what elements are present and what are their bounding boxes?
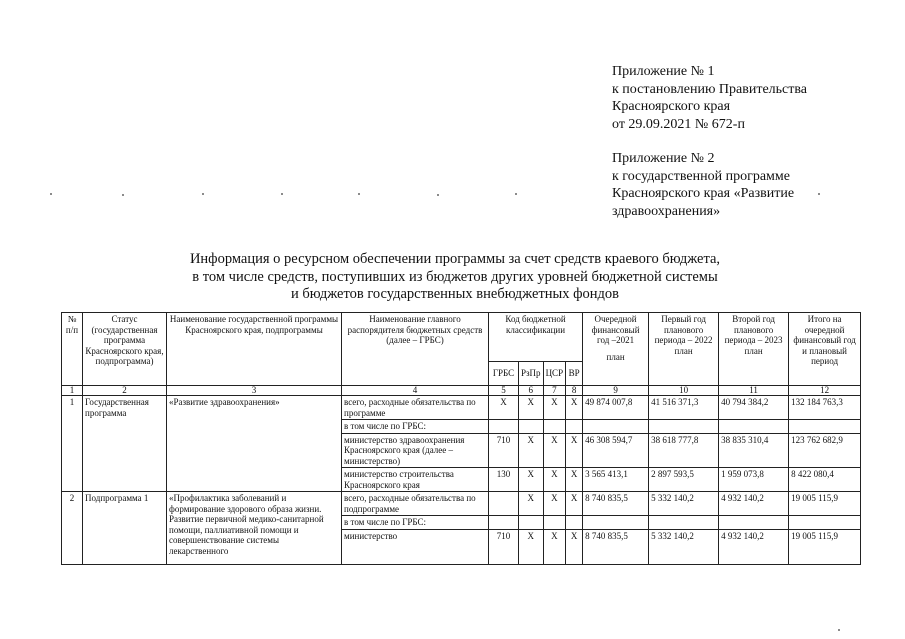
appendix-1-block (612, 63, 807, 133)
value-2022 (649, 516, 719, 530)
value-2023 (719, 516, 789, 530)
header-plan: план (606, 351, 625, 362)
value-2022: 2 897 593,5 (649, 468, 719, 492)
value-total: 132 184 763,3 (789, 396, 861, 420)
scan-dot (515, 193, 517, 195)
header-plan: план (744, 345, 763, 356)
scan-dot (358, 193, 360, 195)
appendix-1-line: к постановлению Правительства (612, 81, 808, 97)
rzpr-code (519, 516, 544, 530)
value-2021: 3 565 413,1 (583, 468, 649, 492)
appendix-2-line: здравоохранения» (612, 203, 721, 219)
scan-dot (202, 193, 204, 195)
table-row (62, 396, 861, 420)
header-num: № п/п (62, 313, 83, 386)
row-name: «Профилактика заболеваний и формирование здорового образа жизни. Развитие первичной медико-санитарной помощи, паллиативной помощи и совершенствование системы лекарственного (167, 492, 342, 565)
csr-code (543, 516, 566, 530)
appendix-1-title: Приложение № 1 (612, 64, 715, 79)
value-2022: 41 516 371,3 (649, 396, 719, 420)
appendix-2-line: к государственной программе (612, 168, 790, 184)
col-number: 7 (543, 386, 566, 396)
title-line: Информация о ресурсном обеспечении программы за счет средств краевого бюджета, (189, 251, 721, 267)
grbs-name: министерство (342, 529, 489, 564)
col-number: 1 (62, 386, 83, 396)
value-total: 19 005 115,9 (789, 492, 861, 516)
row-num: 2 (62, 492, 83, 565)
row-num: 1 (62, 396, 83, 492)
grbs-code: X (489, 396, 519, 420)
value-2021 (583, 516, 649, 530)
value-2021: 8 740 835,5 (583, 492, 649, 516)
col-number: 8 (566, 386, 583, 396)
header-vr: ВР (566, 362, 583, 386)
value-total: 123 762 682,9 (789, 433, 861, 468)
vr-code (566, 516, 583, 530)
grbs-code: 130 (489, 468, 519, 492)
row-status: Подпрограмма 1 (83, 492, 167, 565)
value-2021: 49 874 007,8 (583, 396, 649, 420)
appendix-1-date: от 29.09.2021 № 672-п (612, 116, 745, 132)
value-2023: 38 835 310,4 (719, 433, 789, 468)
col-number: 3 (167, 386, 342, 396)
appendix-2-block (612, 150, 794, 220)
grbs-name: всего, расходные обязательства по программе (342, 396, 489, 420)
header-2021 (583, 313, 649, 386)
value-2023 (719, 420, 789, 434)
grbs-code: 710 (489, 529, 519, 564)
csr-code (543, 420, 566, 434)
vr-code: X (566, 396, 583, 420)
value-2023: 4 932 140,2 (719, 492, 789, 516)
value-2021: 46 308 594,7 (583, 433, 649, 468)
col-number: 10 (649, 386, 719, 396)
resource-table (61, 312, 861, 565)
value-2021: 8 740 835,5 (583, 529, 649, 564)
csr-code: X (543, 529, 566, 564)
col-number: 11 (719, 386, 789, 396)
col-number: 4 (342, 386, 489, 396)
appendix-2-line: Красноярского края «Развитие (612, 186, 795, 201)
header-name: Наименование государственной программы Красноярского края, подпрограммы (167, 313, 342, 386)
table-row (62, 492, 861, 516)
grbs-code: 710 (489, 433, 519, 468)
grbs-name: министерство строительства Красноярского края (342, 468, 489, 492)
value-2023: 40 794 384,2 (719, 396, 789, 420)
col-number: 6 (519, 386, 544, 396)
col-number: 9 (583, 386, 649, 396)
grbs-name: всего, расходные обязательства по подпрограмме (342, 492, 489, 516)
rzpr-code (519, 420, 544, 434)
col-number: 2 (83, 386, 167, 396)
title-line: и бюджетов государственных внебюджетных фондов (290, 286, 620, 302)
title-line: в том числе средств, поступивших из бюджетов других уровней бюджетной системы (192, 268, 718, 285)
vr-code: X (566, 492, 583, 516)
grbs-name: в том числе по ГРБС: (342, 420, 489, 434)
rzpr-code: X (519, 529, 544, 564)
rzpr-code: X (519, 492, 544, 516)
header-2023-text: Второй год планового периода – 2023 (724, 314, 783, 345)
value-2022: 38 618 777,8 (649, 433, 719, 468)
value-2022: 5 332 140,2 (649, 529, 719, 564)
header-2021-text: Очередной финансовый год –2021 (591, 314, 640, 345)
csr-code: X (543, 396, 566, 420)
value-total (789, 420, 861, 434)
header-2023 (719, 313, 789, 386)
rzpr-code: X (519, 468, 544, 492)
scan-dot (122, 194, 124, 196)
header-status: Статус (государственная программа Красноярского края, подпрограмма) (83, 313, 167, 386)
scan-dot (818, 193, 820, 195)
scan-dot (838, 629, 840, 631)
col-number: 12 (789, 386, 861, 396)
row-name: «Развитие здравоохранения» (167, 396, 342, 492)
value-total: 8 422 080,4 (789, 468, 861, 492)
grbs-code (489, 420, 519, 434)
scan-dot (437, 194, 439, 196)
scan-dot (50, 193, 52, 195)
header-2022-text: Первый год планового периода – 2022 (654, 314, 713, 345)
scan-dot (281, 193, 283, 195)
rzpr-code: X (519, 396, 544, 420)
vr-code (566, 420, 583, 434)
vr-code: X (566, 468, 583, 492)
value-2023: 1 959 073,8 (719, 468, 789, 492)
value-2021 (583, 420, 649, 434)
appendix-1-line: Красноярского края (612, 99, 731, 114)
header-csr: ЦСР (543, 362, 566, 386)
vr-code: X (566, 433, 583, 468)
header-grbs-name: Наименование главного распорядителя бюджетных средств (далее – ГРБС) (342, 313, 489, 386)
header-plan: план (674, 345, 693, 356)
header-2022 (649, 313, 719, 386)
value-2022 (649, 420, 719, 434)
col-number: 5 (489, 386, 519, 396)
header-rzpr: РзПр (519, 362, 544, 386)
csr-code: X (543, 492, 566, 516)
csr-code: X (543, 468, 566, 492)
value-2022: 5 332 140,2 (649, 492, 719, 516)
appendix-2-title: Приложение № 2 (612, 151, 715, 166)
value-total (789, 516, 861, 530)
header-code: Код бюджетной классификации (489, 313, 583, 362)
value-2023: 4 932 140,2 (719, 529, 789, 564)
value-total: 19 005 115,9 (789, 529, 861, 564)
row-status: Государственная программа (83, 396, 167, 492)
rzpr-code: X (519, 433, 544, 468)
grbs-code (489, 492, 519, 516)
grbs-name: министерство здравоохранения Красноярского края (далее – министерство) (342, 433, 489, 468)
header-total: Итого на очередной финансовый год и плановый период (789, 313, 861, 386)
grbs-name: в том числе по ГРБС: (342, 516, 489, 530)
grbs-code (489, 516, 519, 530)
vr-code: X (566, 529, 583, 564)
csr-code: X (543, 433, 566, 468)
header-grbs: ГРБС (489, 362, 519, 386)
document-title (170, 251, 740, 304)
